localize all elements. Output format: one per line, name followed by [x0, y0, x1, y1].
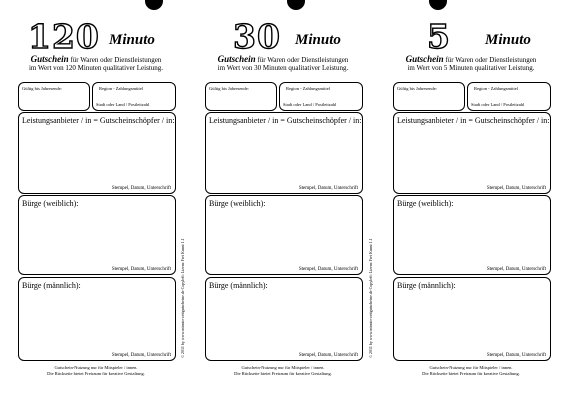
coupon-minutes-number: 120 [28, 17, 100, 56]
gutschein-word: Gutschein [405, 54, 444, 64]
stamp-label: Stempel, Datum, Unterschrift [111, 353, 171, 358]
guarantor-female-box[interactable] [18, 195, 176, 275]
guarantor-male-box[interactable] [205, 277, 363, 361]
stamp-label: Stempel, Datum, Unterschrift [298, 186, 358, 191]
footer-line-2: Die Rückseite bietet Freiraum für kreative Gestaltung. [47, 371, 145, 376]
stamp-label: Stempel, Datum, Unterschrift [486, 353, 546, 358]
side-copyright-text: © 2011 by www.minuto-zeitgutscheine.de Copyleft: Lizenz Frei Kunst 1.1 [180, 238, 185, 358]
description-line-1: für Waren oder Dienstleistungen [255, 56, 349, 64]
provider-label: Leistungsanbieter / in = Gutscheinschöpfer / in: [22, 116, 175, 125]
guarantor-female-label: Bürge (weiblich): [22, 199, 79, 208]
region-box[interactable] [92, 82, 176, 111]
valid-until-box[interactable] [18, 82, 90, 111]
coupon-5 [389, 0, 553, 403]
side-copyright-text: © 2011 by www.minuto-zeitgutscheine.de Copyleft: Lizenz Frei Kunst 1.1 [368, 238, 373, 358]
description-line-2: im Wert von 120 Minuten qualitativer Leistung. [28, 64, 164, 72]
description-line-1: für Waren oder Dienstleistungen [68, 56, 162, 64]
coupon-description [389, 55, 553, 72]
coupon-header [389, 18, 553, 58]
description-line-1: für Waren oder Dienstleistungen [443, 56, 537, 64]
stamp-label: Stempel, Datum, Unterschrift [486, 186, 546, 191]
description-line-2: im Wert von 5 Minuten qualitativer Leistung. [407, 64, 535, 72]
guarantor-female-label: Bürge (weiblich): [397, 199, 454, 208]
region-label: Region - Zahlungsmittel [286, 86, 330, 91]
gutschein-word: Gutschein [217, 54, 256, 64]
coupon-30 [201, 0, 365, 403]
guarantor-male-label: Bürge (männlich): [209, 281, 268, 290]
footer-line-1: Gutschein-Nutzung nur für Mitspieler / innen. [241, 365, 325, 370]
city-label: Stadt oder Land / Postleitzahl [471, 102, 525, 107]
guarantor-female-box[interactable] [205, 195, 363, 275]
region-box[interactable] [279, 82, 363, 111]
stamp-label: Stempel, Datum, Unterschrift [111, 267, 171, 272]
provider-box[interactable] [205, 112, 363, 194]
footer-line-1: Gutschein-Nutzung nur für Mitspieler / innen. [429, 365, 513, 370]
city-label: Stadt oder Land / Postleitzahl [283, 102, 337, 107]
gutschein-word: Gutschein [30, 54, 69, 64]
valid-until-box[interactable] [393, 82, 465, 111]
coupon-unit: Minuto [485, 32, 531, 48]
footer-line-1: Gutschein-Nutzung nur für Mitspieler / innen. [54, 365, 138, 370]
city-label: Stadt oder Land / Postleitzahl [96, 102, 150, 107]
valid-until-label: Gültig bis Jahresende: [22, 86, 62, 91]
coupon-header [201, 18, 365, 58]
stamp-label: Stempel, Datum, Unterschrift [111, 186, 171, 191]
stamp-label: Stempel, Datum, Unterschrift [298, 267, 358, 272]
footer-line-2: Die Rückseite bietet Freiraum für kreative Gestaltung. [234, 371, 332, 376]
provider-label: Leistungsanbieter / in = Gutscheinschöpfer / in: [397, 116, 550, 125]
coupon-footer [201, 365, 365, 377]
stamp-label: Stempel, Datum, Unterschrift [298, 353, 358, 358]
region-label: Region - Zahlungsmittel [474, 86, 518, 91]
valid-until-label: Gültig bis Jahresende: [209, 86, 249, 91]
provider-box[interactable] [393, 112, 551, 194]
coupon-description [201, 55, 365, 72]
valid-until-box[interactable] [205, 82, 277, 111]
region-label: Region - Zahlungsmittel [99, 86, 143, 91]
guarantor-male-box[interactable] [18, 277, 176, 361]
footer-line-2: Die Rückseite bietet Freiraum für kreative Gestaltung. [422, 371, 520, 376]
guarantor-male-box[interactable] [393, 277, 551, 361]
region-box[interactable] [467, 82, 551, 111]
coupon-minutes-number: 30 [233, 17, 281, 56]
coupon-header [14, 18, 178, 58]
guarantor-male-label: Bürge (männlich): [397, 281, 456, 290]
stamp-label: Stempel, Datum, Unterschrift [486, 267, 546, 272]
provider-label: Leistungsanbieter / in = Gutscheinschöpfer / in: [209, 116, 362, 125]
provider-box[interactable] [18, 112, 176, 194]
coupon-minutes-number: 5 [427, 17, 451, 56]
guarantor-female-label: Bürge (weiblich): [209, 199, 266, 208]
description-line-2: im Wert von 30 Minuten qualitativer Leistung. [217, 64, 349, 72]
coupon-footer [389, 365, 553, 377]
coupon-unit: Minuto [295, 32, 341, 48]
valid-until-label: Gültig bis Jahresende: [397, 86, 437, 91]
coupon-footer [14, 365, 178, 377]
coupon-unit: Minuto [109, 32, 155, 48]
guarantor-male-label: Bürge (männlich): [22, 281, 81, 290]
coupon-description [14, 55, 178, 72]
guarantor-female-box[interactable] [393, 195, 551, 275]
coupon-120 [14, 0, 178, 403]
